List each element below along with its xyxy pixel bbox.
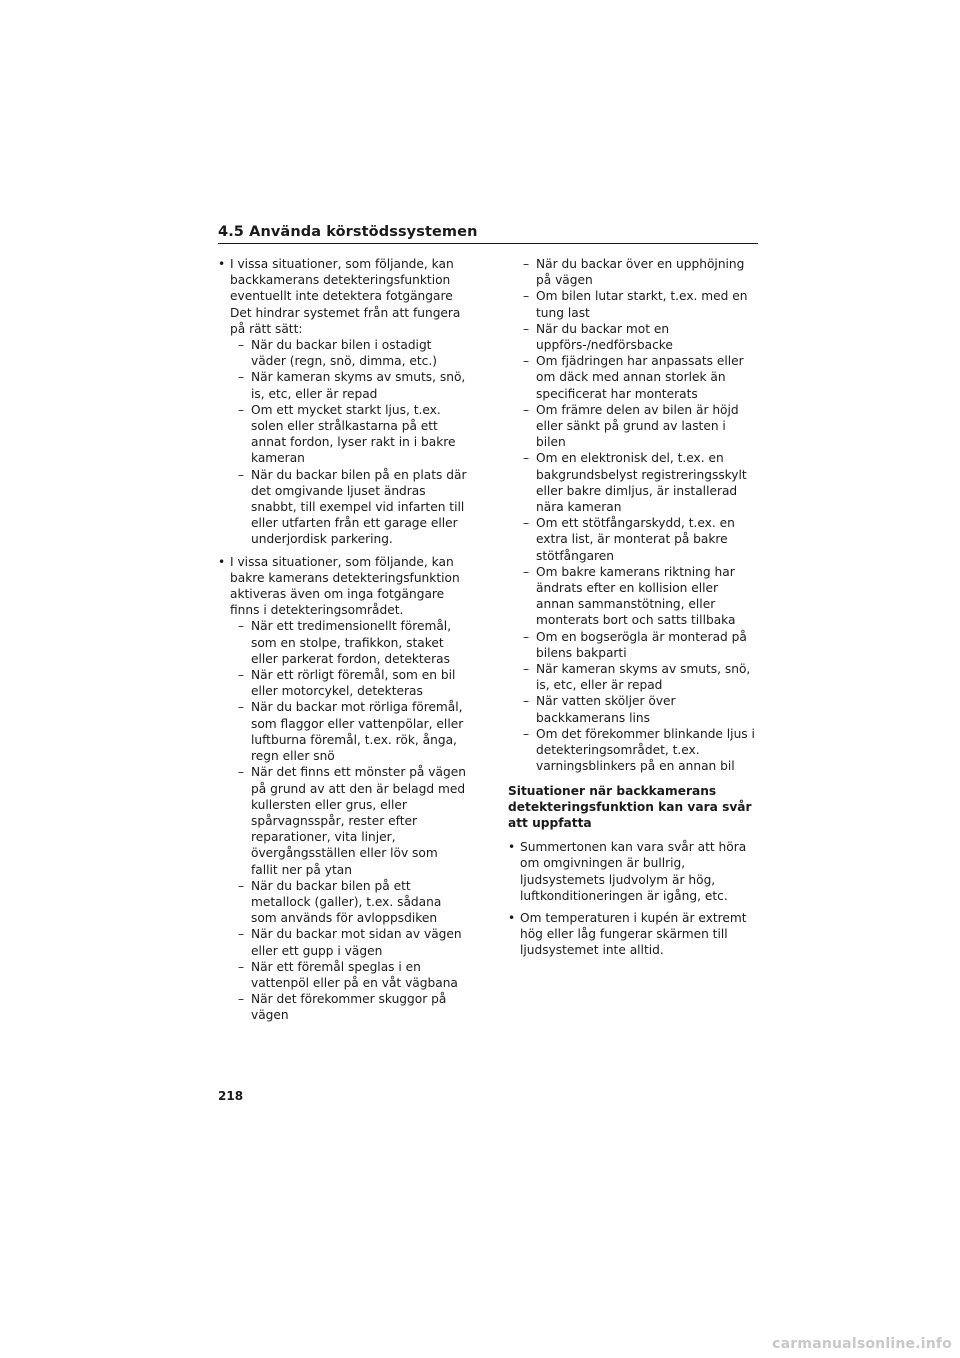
bullet-item xyxy=(218,554,468,1024)
bullet-icon: • xyxy=(508,910,516,925)
sub-list xyxy=(230,337,468,548)
dash-icon: – xyxy=(523,662,530,677)
dash-icon: – xyxy=(238,338,245,353)
bullet-text: I vissa situationer, som följande, kan bakre kamerans detekteringsfunktion aktiveras även om inga fotgängare finns i detekteringsområdet. xyxy=(230,554,460,618)
watermark: carmanualsonline.info xyxy=(772,1336,952,1352)
list-item: – När du backar bilen på ett metallock (galler), t.ex. sådana som används för avloppsdiken xyxy=(238,878,442,926)
list-item: – När ett föremål speglas i en vattenpöl eller på en våt vägbana xyxy=(238,959,458,990)
dash-icon: – xyxy=(523,451,530,466)
dash-icon: – xyxy=(523,564,530,579)
list-item: – När du backar mot rörliga föremål, som flaggor eller vattenpölar, eller luftburna föremål, t.ex. rök, ånga, regn eller snö xyxy=(238,700,464,764)
list-item: – Om en elektronisk del, t.ex. en bakgrundsbelyst registreringsskylt eller bakre dimljus, är installerad nära kameran xyxy=(523,451,747,515)
bullet-text: Summertonen kan vara svår att höra om omgivningen är bullrig, ljudsystemets ljudvolym är hög, luftkonditioneringen är igång, etc. xyxy=(520,840,747,903)
list-item: – När det förekommer skuggor på vägen xyxy=(238,992,447,1023)
dash-icon: – xyxy=(238,402,245,417)
dash-icon: – xyxy=(238,668,245,683)
page-number: 218 xyxy=(218,1089,244,1103)
bullet-text: I vissa situationer, som följande, kan backkamerans detekteringsfunktion eventuellt inte detektera fotgängare Det hindrar systemet från att fungera på rätt sätt: xyxy=(230,257,461,336)
bullet-text: Om temperaturen i kupén är extremt hög eller låg fungerar skärmen till ljudsystemet inte alltid. xyxy=(520,910,747,958)
list-item: – När du backar över en upphöjning på vägen xyxy=(523,257,745,288)
subheading: Situationer när backkamerans detekteringsfunktion kan vara svår att uppfatta xyxy=(508,783,752,830)
dash-icon: – xyxy=(238,467,245,482)
section-header xyxy=(218,224,758,244)
bullet-icon: • xyxy=(508,840,516,855)
bullet-item xyxy=(218,256,468,548)
list-item: – Om det förekommer blinkande ljus i detekteringsområdet, t.ex. varningsblinkers på en annan bil xyxy=(523,726,755,774)
list-item: – När du backar mot sidan av vägen eller ett gupp i vägen xyxy=(238,927,462,958)
list-item: – När det finns ett mönster på vägen på grund av att den är belagd med kullersten eller grus, eller spårvagnsspår, rester efter reparationer, vita linjer, övergångsställen eller löv som fallit ner på ytan xyxy=(238,765,466,877)
dash-icon: – xyxy=(238,959,245,974)
list-item: – Om ett mycket starkt ljus, t.ex. solen eller strålkastarna på ett annat fordon, lyser rakt in i bakre kameran xyxy=(238,402,456,466)
dash-icon: – xyxy=(238,370,245,385)
list-item: – Om ett stötfångarskydd, t.ex. en extra list, är monterat på bakre stötfångaren xyxy=(523,516,735,563)
dash-icon: – xyxy=(238,700,245,715)
dash-icon: – xyxy=(523,354,530,369)
dash-icon: – xyxy=(238,992,245,1007)
dash-icon: – xyxy=(238,878,245,893)
dash-icon: – xyxy=(523,516,530,531)
list-item: – När du backar mot en uppförs-/nedförsbacke xyxy=(523,321,673,353)
list-item: – När ett rörligt föremål, som en bil eller motorcykel, detekteras xyxy=(238,668,456,699)
list-item: – När kameran skyms av smuts, snö, is, etc, eller är repad xyxy=(238,370,466,401)
dash-icon: – xyxy=(523,289,530,304)
list-item: – Om främre delen av bilen är höjd eller sänkt på grund av lasten i bilen xyxy=(523,402,739,450)
dash-icon: – xyxy=(523,321,530,336)
list-item: – När ett tredimensionellt föremål, som en stolpe, trafikkon, staket eller parkerat fordon, detekteras xyxy=(238,619,452,666)
dash-icon: – xyxy=(523,629,530,644)
sub-list xyxy=(230,618,468,1023)
list-item: – När vatten sköljer över backkamerans lins xyxy=(523,694,676,725)
list-item: – När kameran skyms av smuts, snö, is, etc, eller är repad xyxy=(523,662,751,693)
bullet-item xyxy=(508,839,758,904)
section-title: 4.5 Använda körstödssystemen xyxy=(218,224,478,240)
list-item: – Om en bogserögla är monterad på bilens bakparti xyxy=(523,629,747,660)
list-item: – När du backar bilen i ostadigt väder (regn, snö, dimma, etc.) xyxy=(238,338,437,369)
right-column xyxy=(508,256,758,965)
left-column xyxy=(218,256,468,1030)
list-item: – Om fjädringen har anpassats eller om däck med annan storlek än specificerat har monterats xyxy=(523,354,744,401)
dash-icon: – xyxy=(238,619,245,634)
list-item: – När du backar bilen på en plats där det omgivande ljuset ändras snabbt, till exempel vid infarten till eller utfarten från ett garage eller underjordisk parkering. xyxy=(238,467,467,547)
dash-icon: – xyxy=(523,402,530,417)
list-item: – Om bakre kamerans riktning har ändrats efter en kollision eller annan sammanstötning, eller monterats bort och satts tillbaka xyxy=(523,564,736,628)
bullet-item xyxy=(508,910,758,959)
sub-list xyxy=(508,256,758,775)
bullet-icon: • xyxy=(218,257,226,271)
dash-icon: – xyxy=(238,927,245,942)
dash-icon: – xyxy=(523,257,530,271)
dash-icon: – xyxy=(523,726,530,741)
list-item: – Om bilen lutar starkt, t.ex. med en tung last xyxy=(523,289,748,320)
dash-icon: – xyxy=(523,694,530,709)
dash-icon: – xyxy=(238,765,245,780)
bullet-icon: • xyxy=(218,554,226,569)
